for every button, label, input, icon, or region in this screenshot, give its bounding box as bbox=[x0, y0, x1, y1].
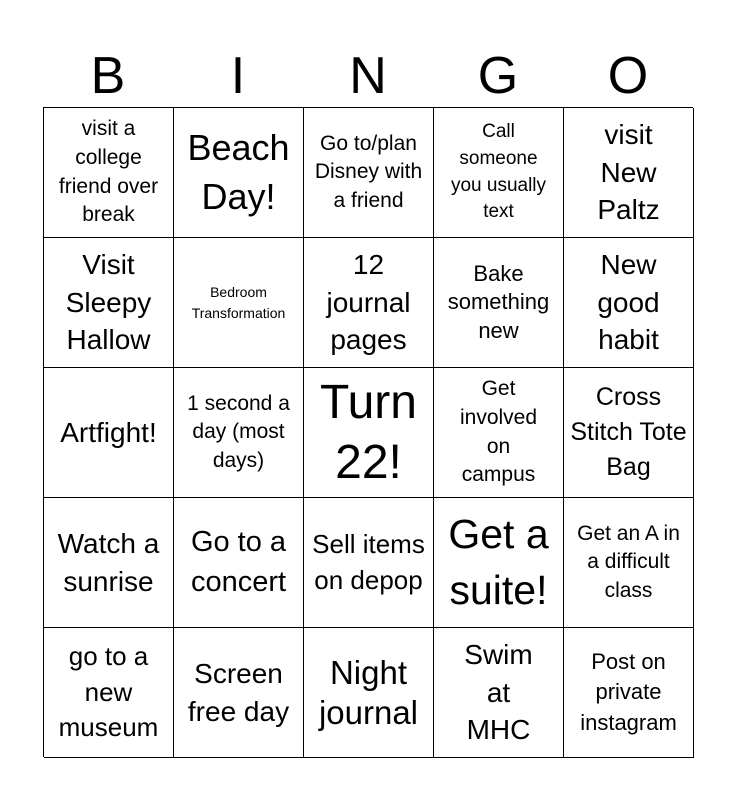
cell-text: Go to/plan Disney with a friend bbox=[314, 131, 423, 212]
header-letter-g: G bbox=[477, 47, 519, 105]
bingo-cell[interactable] bbox=[174, 628, 304, 758]
bingo-cell[interactable] bbox=[44, 628, 174, 758]
header-letter-i: I bbox=[230, 47, 246, 105]
cell-text: Night journal bbox=[318, 653, 419, 731]
cell-text: Swim at MHC bbox=[464, 638, 533, 746]
cell-text: Get involved on campus bbox=[459, 377, 538, 487]
cell-text: visit a college friend over break bbox=[58, 117, 159, 227]
cell-text: visit New Paltz bbox=[597, 118, 660, 226]
bingo-cell[interactable] bbox=[564, 108, 694, 238]
cell-text: Bake something new bbox=[447, 260, 550, 343]
cell-text: Sell items on depop bbox=[312, 528, 425, 595]
cell-text: Turn 22! bbox=[320, 375, 417, 489]
cell-text: Call someone you usually text bbox=[450, 121, 547, 223]
header-letter-o: O bbox=[607, 47, 649, 105]
cell-text: Beach Day! bbox=[187, 126, 290, 217]
cell-text: go to a new museum bbox=[58, 641, 159, 743]
cell-text: Artfight! bbox=[60, 416, 157, 448]
header-letter-n: N bbox=[349, 47, 387, 105]
bingo-cell[interactable] bbox=[304, 108, 434, 238]
cell-text: 12 journal pages bbox=[326, 248, 411, 356]
bingo-cell[interactable] bbox=[174, 368, 304, 498]
bingo-cell[interactable] bbox=[44, 498, 174, 628]
bingo-header bbox=[43, 44, 693, 108]
bingo-cell[interactable] bbox=[434, 108, 564, 238]
bingo-cell[interactable] bbox=[434, 628, 564, 758]
bingo-cell[interactable] bbox=[304, 628, 434, 758]
bingo-cell[interactable] bbox=[304, 498, 434, 628]
bingo-cell[interactable] bbox=[564, 498, 694, 628]
cell-text: New good habit bbox=[597, 248, 660, 356]
bingo-cell[interactable] bbox=[44, 368, 174, 498]
cell-text: Screen free day bbox=[187, 657, 290, 727]
bingo-cell[interactable] bbox=[564, 238, 694, 368]
cell-text: 1 second a day (most days) bbox=[187, 391, 290, 472]
bingo-cell[interactable] bbox=[434, 368, 564, 498]
bingo-cell[interactable] bbox=[44, 238, 174, 368]
cell-text: Cross Stitch Tote Bag bbox=[570, 383, 687, 481]
bingo-cell[interactable] bbox=[174, 108, 304, 238]
cell-text: Post on private instagram bbox=[580, 648, 677, 735]
cell-text: Watch a sunrise bbox=[57, 527, 160, 597]
cell-text: Visit Sleepy Hallow bbox=[65, 248, 152, 356]
cell-text: Get an A in a difficult class bbox=[577, 521, 680, 602]
bingo-cell[interactable] bbox=[434, 238, 564, 368]
bingo-cell[interactable] bbox=[174, 238, 304, 368]
bingo-cell[interactable] bbox=[174, 498, 304, 628]
bingo-board bbox=[43, 107, 693, 757]
cell-text: Get a suite! bbox=[448, 511, 549, 613]
bingo-cell[interactable] bbox=[304, 368, 434, 498]
bingo-cell[interactable] bbox=[434, 498, 564, 628]
cell-text: Bedroom Transformation bbox=[191, 283, 286, 321]
cell-text: Go to a concert bbox=[190, 526, 287, 598]
header-letter-b: B bbox=[90, 47, 126, 105]
bingo-cell[interactable] bbox=[564, 628, 694, 758]
bingo-cell[interactable] bbox=[304, 238, 434, 368]
bingo-cell[interactable] bbox=[44, 108, 174, 238]
bingo-cell[interactable] bbox=[564, 368, 694, 498]
